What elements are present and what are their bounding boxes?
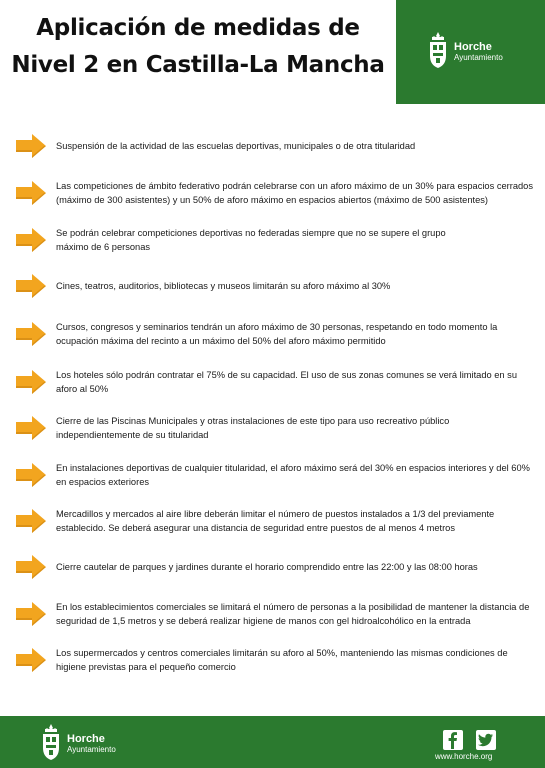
list-item <box>14 504 534 538</box>
arrow-icon <box>14 599 48 629</box>
list-item-text: Los hoteles sólo podrán contratar el 75% de su capacidad. El uso de sus zonas comunes se verá limitado en su aforo al 50% <box>56 370 517 394</box>
arrow-icon <box>14 460 48 490</box>
list-item-text: Cines, teatros, auditorios, bibliotecas y museos limitarán su aforo máximo al 30% <box>56 281 391 291</box>
arrow-icon <box>14 225 48 255</box>
list-item <box>14 597 534 631</box>
arrow-icon <box>14 506 48 536</box>
list-item-text: Los supermercados y centros comerciales limitarán su aforo al 50%, manteniendo las mismas condiciones de higiene previstas para el pequeño comercio <box>56 648 508 672</box>
arrow-icon <box>14 319 48 349</box>
arrow-icon <box>14 271 48 301</box>
list-item-text: Cursos, congresos y seminarios tendrán un aforo máximo de 30 personas, respetando en todo momento la ocupación máxima del recinto a un máximo del 50% del aforo máximo permitido <box>56 322 498 346</box>
arrow-icon <box>14 645 48 675</box>
list-item-text: En los establecimientos comerciales se limitará el número de personas a la posibilidad de mantener la distancia de seguridad de 1,5 metros y se deberá realizar higiene de manos con gel hidroalcohólico en la entrada <box>56 602 530 626</box>
list-item-text: En instalaciones deportivas de cualquier titularidad, el aforo máximo será del 30% en espacios interiores y del 60% en espacios exteriores <box>56 463 530 487</box>
crest-icon <box>40 722 62 762</box>
footer-brand-subtitle: Ayuntamiento <box>67 745 116 754</box>
list-item <box>14 176 534 210</box>
list-item <box>14 458 534 492</box>
list-item-text: Mercadillos y mercados al aire libre deberán limitar el número de puestos instalados a 1/3 del previamente establecido. Se deberá asegurar una distancia de seguridad entre puestos de al menos 4 metros <box>56 509 495 533</box>
twitter-icon[interactable] <box>476 730 496 750</box>
arrow-icon <box>14 552 48 582</box>
header <box>0 0 545 104</box>
brand-name: Horche <box>454 41 492 53</box>
list-item-text: Suspensión de la actividad de las escuelas deportivas, municipales o de otra titularidad <box>56 141 416 151</box>
list-item <box>14 550 534 584</box>
list-item-text: Se podrán celebrar competiciones deportivas no federadas siempre que no se supere el grupo máximo de 6 personas <box>56 228 446 252</box>
list-item <box>14 317 534 351</box>
crest-icon <box>427 30 449 70</box>
footer-brand-name: Horche <box>67 733 105 745</box>
list-item <box>14 411 534 445</box>
title-line-1: Aplicación de medidas de <box>36 15 360 41</box>
list-item-text: Cierre de las Piscinas Municipales y otras instalaciones de este tipo para uso recreativo público independientemente de su titularidad <box>56 416 450 440</box>
arrow-icon <box>14 413 48 443</box>
brand-logo-box <box>396 0 545 104</box>
brand-subtitle: Ayuntamiento <box>454 53 503 62</box>
website-link[interactable]: www.horche.org <box>435 752 493 761</box>
list-item-text: Cierre cautelar de parques y jardines durante el horario comprendido entre las 22:00 y las 08:00 horas <box>56 562 478 572</box>
list-item <box>14 365 534 399</box>
footer <box>0 716 545 768</box>
list-item-text: Las competiciones de ámbito federativo podrán celebrarse con un aforo máximo de un 30% para espacios cerrados (máximo de 300 asistentes) y un 50% de aforo máximo en espacios abiertos (máximo de 500 asistentes) <box>56 181 533 205</box>
page-title <box>0 10 396 84</box>
list-item <box>14 643 534 677</box>
facebook-icon[interactable] <box>443 730 463 750</box>
list-item <box>14 129 534 163</box>
arrow-icon <box>14 131 48 161</box>
arrow-icon <box>14 178 48 208</box>
list-item <box>14 223 534 257</box>
arrow-icon <box>14 367 48 397</box>
title-line-2: Nivel 2 en Castilla-La Mancha <box>11 52 385 78</box>
list-item <box>14 269 534 303</box>
